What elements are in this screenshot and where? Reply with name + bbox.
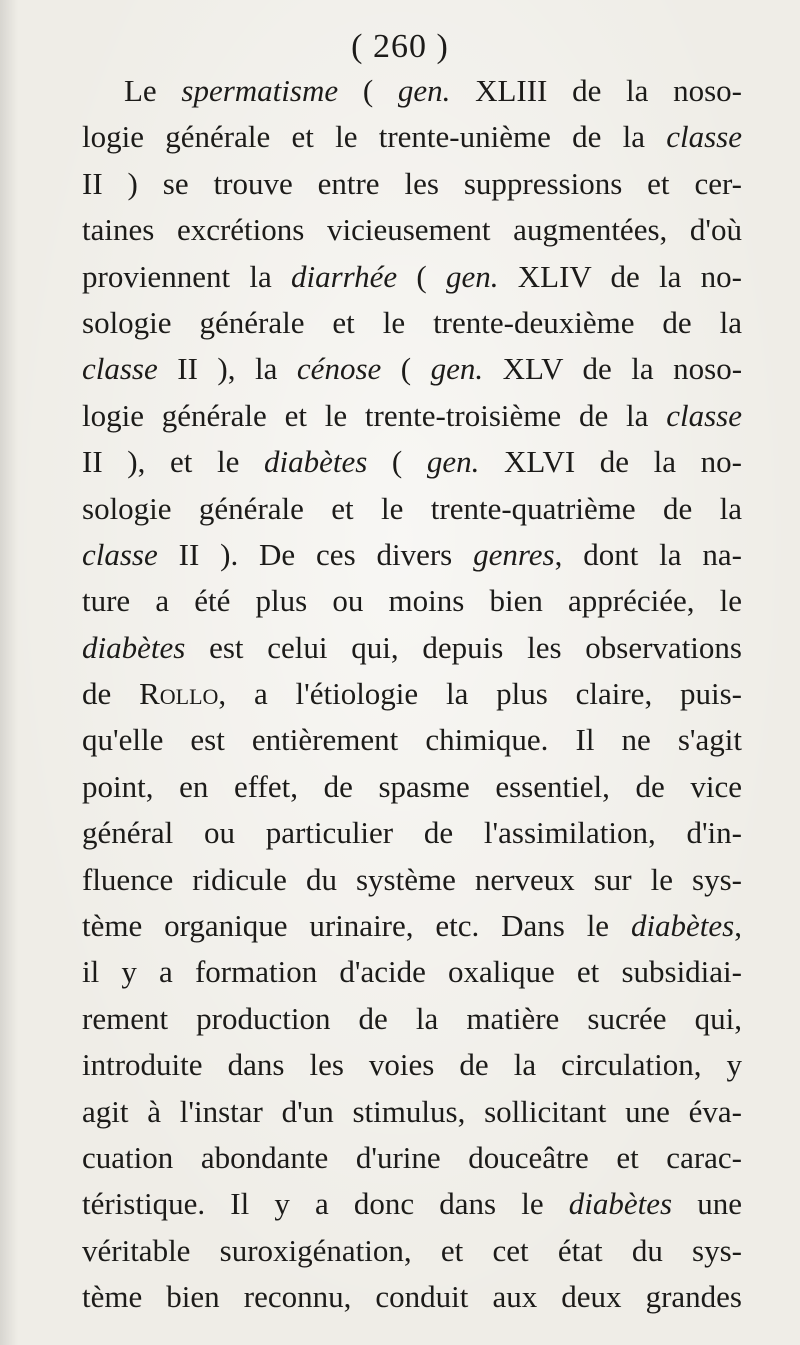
- page-edge-shadow: [0, 0, 18, 1345]
- text-line: [82, 486, 742, 532]
- text-line: [82, 393, 742, 439]
- text-line: [82, 1135, 742, 1181]
- italic-term: diabètes: [630, 908, 735, 944]
- text-run: logie générale et le trente-troisième de la: [82, 397, 667, 433]
- text-line: [82, 625, 742, 671]
- italic-term: gen.: [446, 258, 499, 294]
- text-line: [82, 1228, 742, 1274]
- text-line: [82, 532, 742, 578]
- text-line: [82, 207, 742, 253]
- text-run: XLIII de la noso-: [450, 73, 742, 108]
- text-line: [82, 439, 742, 485]
- text-run: téristique. Il y a donc dans le: [82, 1186, 569, 1222]
- text-line: [82, 1181, 742, 1227]
- text-line: [82, 300, 742, 346]
- text-run: tème bien reconnu, conduit aux deux grandes: [82, 1279, 742, 1315]
- italic-term: diabètes: [568, 1186, 673, 1222]
- text-run: il y a formation d'acide oxalique et subsidiai-: [82, 954, 742, 990]
- text-run: véritable suroxigénation, et cet état du sys-: [82, 1232, 742, 1268]
- text-line: [82, 903, 742, 949]
- text-run: qu'elle est entièrement chimique. Il ne s'agit: [82, 722, 742, 758]
- text-line: [82, 1274, 742, 1320]
- text-line: [82, 254, 742, 300]
- small-caps-name: Rollo: [139, 676, 219, 712]
- text-run: fluence ridicule du système nerveux sur le sys-: [82, 861, 742, 897]
- text-line: [82, 114, 742, 160]
- text-run: II ), la: [157, 351, 297, 387]
- text-line: [82, 346, 742, 392]
- italic-term: classe: [82, 536, 158, 572]
- text-run: est celui qui, depuis les observations: [185, 629, 742, 665]
- text-run: de: [82, 676, 140, 712]
- text-run: général ou particulier de l'assimilation, d'in-: [82, 815, 742, 851]
- text-run: ture a été plus ou moins bien appréciée, le: [82, 583, 742, 619]
- italic-term: gen.: [426, 444, 480, 480]
- text-run: XLIV de la no-: [498, 258, 742, 294]
- text-run: introduite dans les voies de la circulation, y: [82, 1047, 742, 1083]
- text-run: XLV de la noso-: [483, 351, 743, 387]
- italic-term: classe: [666, 119, 742, 155]
- text-line: [82, 68, 742, 114]
- text-run: point, en effet, de spasme essentiel, de vice: [82, 768, 742, 804]
- italic-term: spermatisme: [181, 73, 339, 108]
- text-line: [82, 810, 742, 856]
- text-run: , dont la na-: [554, 536, 742, 572]
- text-run: proviennent la: [82, 258, 291, 294]
- text-run: II ). De ces divers: [157, 536, 474, 572]
- text-run: ,: [734, 908, 742, 944]
- text-run: tème organique urinaire, etc. Dans le: [82, 908, 631, 944]
- italic-term: gen.: [430, 351, 484, 387]
- text-run: (: [338, 73, 398, 108]
- text-line: [82, 1042, 742, 1088]
- italic-term: genres: [473, 536, 555, 572]
- text-run: une: [672, 1186, 742, 1222]
- text-run: II ) se trouve entre les suppressions et cer-: [82, 165, 742, 201]
- text-line: [82, 161, 742, 207]
- italic-term: diabètes: [263, 444, 368, 480]
- italic-term: classe: [666, 397, 742, 433]
- italic-term: diabètes: [82, 629, 186, 665]
- text-run: (: [367, 444, 427, 480]
- italic-term: classe: [82, 351, 158, 387]
- text-run: XLVI de la no-: [479, 444, 742, 480]
- text-run: cuation abondante d'urine douceâtre et carac-: [82, 1139, 742, 1175]
- text-run: (: [381, 351, 431, 387]
- text-run: (: [397, 258, 447, 294]
- text-line: [82, 764, 742, 810]
- text-line: [82, 1089, 742, 1135]
- text-run: taines excrétions vicieusement augmentées, d'où: [82, 212, 742, 248]
- text-run: II ), et le: [82, 444, 264, 480]
- text-run: agit à l'instar d'un stimulus, sollicitant une éva-: [82, 1093, 742, 1129]
- text-line: [82, 949, 742, 995]
- text-run: Le: [124, 73, 182, 108]
- text-line: [82, 857, 742, 903]
- italic-term: diarrhée: [290, 258, 398, 294]
- body-text: [82, 68, 742, 1321]
- text-run: logie générale et le trente-unième de la: [82, 119, 667, 155]
- text-line: [82, 717, 742, 763]
- text-line: [82, 578, 742, 624]
- page-number: ( 260 ): [351, 28, 449, 65]
- text-run: sologie générale et le trente-quatrième de la: [82, 490, 742, 526]
- text-run: rement production de la matière sucrée qui,: [82, 1000, 742, 1036]
- text-run: , a l'étiologie la plus claire, puis-: [218, 676, 742, 712]
- text-line: [82, 996, 742, 1042]
- text-line: [82, 671, 742, 717]
- text-run: sologie générale et le trente-deuxième de la: [82, 304, 742, 340]
- italic-term: gen.: [397, 73, 451, 108]
- italic-term: cénose: [296, 351, 382, 387]
